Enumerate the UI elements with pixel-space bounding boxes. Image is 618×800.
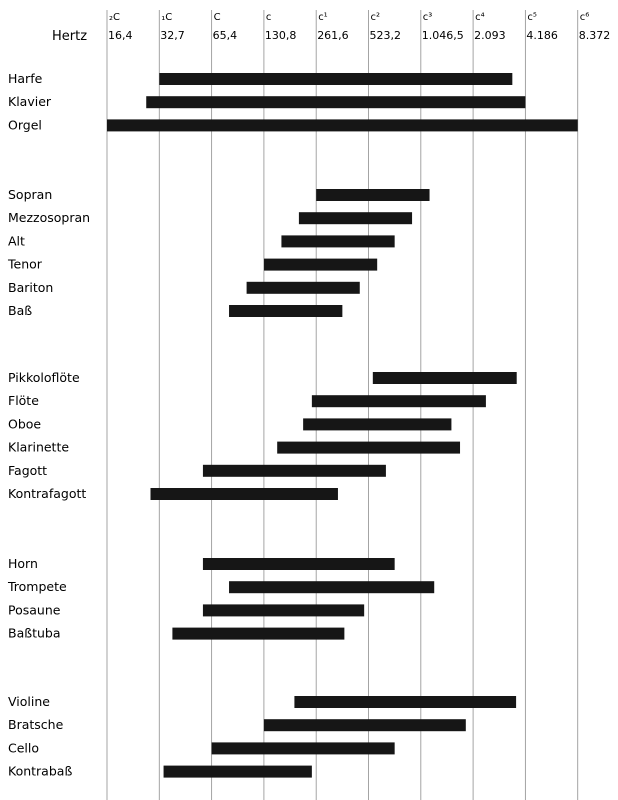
tick-note-label: c⁴ — [475, 12, 485, 23]
instrument-label: Orgel — [8, 117, 42, 133]
instrument-label: Horn — [8, 556, 38, 571]
range-bar — [203, 465, 386, 477]
range-bar — [203, 558, 395, 570]
range-bar — [229, 305, 342, 317]
range-bar — [172, 628, 344, 640]
instrument-label: Flöte — [8, 393, 39, 409]
instrument-label: Mezzosopran — [8, 210, 91, 226]
tick-note-label: c — [265, 12, 272, 23]
tick-note-label: ₂C — [109, 12, 120, 23]
range-bar — [264, 259, 377, 271]
range-bar — [247, 282, 360, 294]
tick-frequency-label: 261,6 — [317, 29, 349, 42]
tick-frequency-label: 16,4 — [108, 29, 133, 42]
tick-frequency-label: 4.186 — [526, 29, 558, 42]
tick-note-label: c⁵ — [527, 12, 537, 23]
range-bar — [277, 442, 460, 454]
instrument-label: Baßtuba — [8, 625, 61, 641]
tick-note-label: c¹ — [318, 12, 328, 23]
instrument-label: Kontrafagott — [8, 486, 87, 501]
tick-frequency-label: 2.093 — [474, 29, 506, 42]
tick-note-label: ₁C — [161, 12, 173, 23]
instrument-label: Pikkoloflöte — [8, 370, 80, 385]
instrument-label: Kontrabaß — [8, 763, 73, 779]
tick-frequency-label: 1.046,5 — [421, 29, 464, 42]
tick-frequency-label: 130,8 — [264, 29, 297, 42]
axis-ticks — [108, 12, 610, 42]
tick-note-label: c³ — [422, 12, 433, 23]
tick-note-label: C — [213, 12, 221, 23]
range-bar — [281, 235, 394, 247]
instrument-label: Trompete — [8, 579, 67, 595]
range-bar — [164, 766, 312, 778]
tick-frequency-label: 65,4 — [212, 29, 238, 42]
instrument-label: Bariton — [8, 279, 54, 295]
instrument-label: Klarinette — [8, 439, 70, 455]
instrument-label: Baß — [8, 303, 33, 318]
range-bar — [303, 418, 451, 430]
range-bar — [146, 96, 525, 108]
range-bar — [316, 189, 429, 201]
instrument-rows — [7, 71, 578, 779]
range-bar — [299, 212, 412, 224]
range-bar — [294, 696, 516, 708]
range-bar — [373, 372, 517, 384]
tick-frequency-label: 523,2 — [369, 29, 401, 42]
instrument-label: Alt — [8, 233, 25, 249]
range-bar — [150, 488, 337, 500]
axis-label: Hertz — [52, 29, 88, 44]
instrument-label: Fagott — [8, 462, 48, 478]
instrument-label: Cello — [8, 740, 40, 756]
tick-note-label: c² — [370, 12, 381, 23]
range-bar — [312, 395, 486, 407]
instrument-label: Bratsche — [8, 717, 64, 733]
range-bar — [212, 742, 395, 754]
instrument-label: Posaune — [8, 602, 61, 618]
range-bar — [203, 604, 364, 616]
tick-frequency-label: 8.372 — [578, 29, 611, 42]
instrument-label: Klavier — [8, 94, 52, 110]
instrument-label: Sopran — [8, 187, 53, 202]
range-bar — [229, 581, 434, 593]
tick-frequency-label: 32,7 — [160, 29, 185, 42]
instrument-label: Tenor — [8, 256, 42, 272]
range-bar — [159, 73, 512, 85]
tick-note-label: c⁶ — [579, 12, 590, 23]
range-bar — [107, 119, 578, 131]
instrument-label: Oboe — [8, 416, 42, 432]
instrument-label: Violine — [8, 694, 50, 709]
instrument-label: Harfe — [8, 71, 43, 86]
range-bar — [264, 719, 466, 731]
